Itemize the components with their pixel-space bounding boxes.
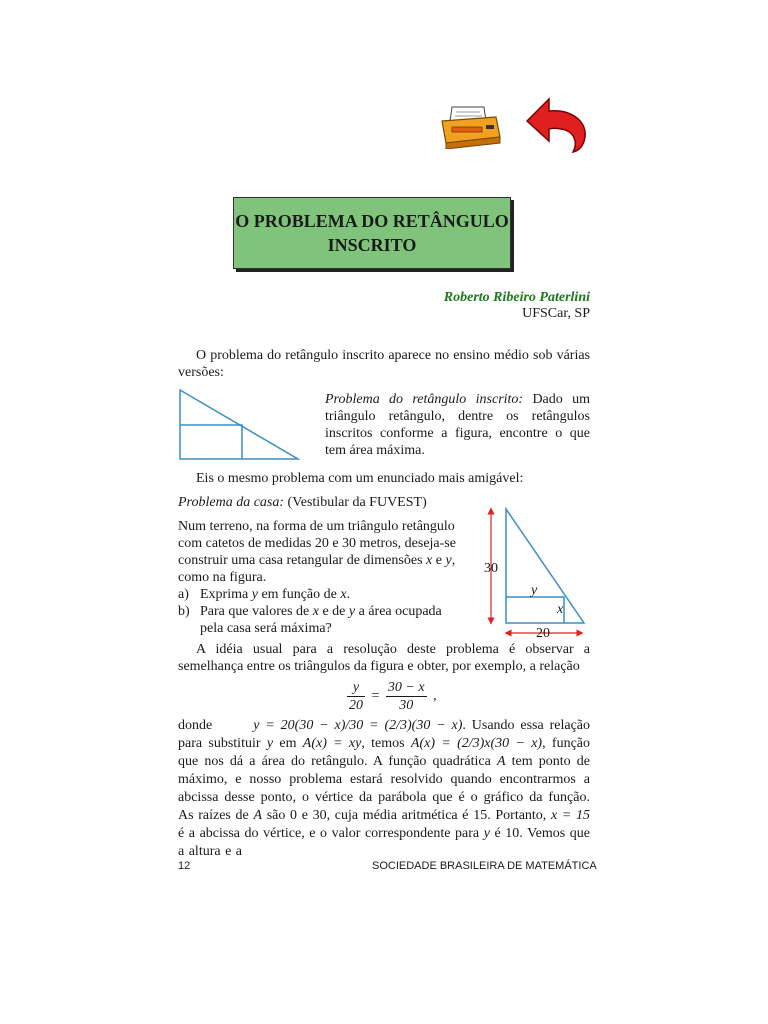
body-var-y-1: y (266, 736, 274, 751)
question-b-post: a área ocupada pela casa será máxima? (200, 604, 442, 636)
question-a-label: a) (178, 587, 189, 602)
question-a-var-y: y (251, 587, 258, 602)
body-temos: , temos (361, 736, 405, 751)
question-a-var-x: x (340, 587, 347, 602)
body-t1: . Usando essa relação para substituir (178, 718, 590, 751)
body-var-y-2: y (483, 826, 490, 841)
body-eq4: x = 15 (551, 808, 591, 823)
figure-house-label-x: x (557, 602, 564, 617)
figure-house-label-y: y (531, 583, 538, 598)
question-a (178, 586, 462, 603)
problem2-label: Problema da casa: (178, 495, 285, 510)
house-var-x: x (426, 553, 433, 568)
equation-lhs (347, 679, 365, 714)
question-b-label: b) (178, 604, 190, 619)
body-donde: donde (178, 718, 213, 733)
body-t6: é 10. Vemos que a altura e a (178, 826, 591, 859)
house-e: e (435, 553, 442, 568)
equation-equals: = (371, 688, 380, 704)
body-t5: é a abcissa do vértice, e o valor correspondente para (178, 826, 480, 841)
question-a-pre: Exprima (200, 587, 252, 602)
author-affiliation: UFSCar, SP (522, 306, 590, 321)
problem1-label: Problema do retângulo inscrito: (325, 392, 524, 407)
figure-house-label-30: 30 (484, 561, 498, 576)
equation-lhs-num: y (347, 679, 365, 697)
equation-comma: , (433, 688, 437, 704)
house-text: Num terreno, na forma de um triângulo retângulo com catetos de medidas 20 e 30 metros, deseja-se construir uma casa retangular de dimensões (178, 519, 456, 568)
equation-rhs-num: 30 − x (387, 680, 425, 695)
question-b-pre: Para que valores de (200, 604, 313, 619)
question-b-var-x: x (312, 604, 319, 619)
question-b-var-y: y (348, 604, 356, 619)
body-eq3: A(x) = (2/3)x(30 − x) (410, 736, 543, 751)
footer-page-number: 12 (178, 860, 191, 872)
back-arrow-icon[interactable] (523, 97, 589, 153)
title-line-2: INSCRITO (327, 235, 417, 255)
friendly-paragraph: Eis o mesmo problema com um enunciado mais amigável: (196, 471, 524, 486)
author-block (444, 290, 590, 322)
house-tail: , como na figura. (178, 553, 456, 585)
problem2-source: (Vestibular da FUVEST) (284, 495, 427, 510)
printer-icon[interactable] (438, 103, 502, 149)
equation-ratio (344, 679, 464, 714)
house-var-y: y (445, 553, 452, 568)
figure-house-label-20: 20 (536, 626, 550, 641)
equation-lhs-den: 20 (349, 698, 363, 713)
house-paragraph (178, 518, 462, 637)
question-list (178, 586, 462, 637)
equation-rhs-den: 30 (399, 698, 414, 713)
body-paragraph (178, 717, 590, 861)
body-em: em (279, 736, 297, 751)
body-eq2: A(x) = xy (302, 736, 362, 751)
footer-society: SOCIEDADE BRASILEIRA DE MATEMÁTICA (372, 860, 597, 872)
author-name: Roberto Ribeiro Paterlini (443, 290, 590, 305)
body-var-A-2: A (253, 808, 263, 823)
title-box (233, 197, 511, 269)
body-var-A-1: A (496, 754, 506, 769)
question-a-post: . (346, 587, 351, 602)
question-a-mid: em função de (257, 587, 341, 602)
question-b (178, 603, 462, 637)
body-eq1: y = 20(30 − x)/30 = (2/3)(30 − x) (253, 718, 463, 733)
problem1-text: Dado um triângulo retângulo, dentre os retângulos inscritos conforme a figura, encontre o que tem área máxima. (325, 392, 590, 458)
body-t2: , função que nos dá a área do retângulo. A função quadrática (178, 736, 591, 769)
equation-rhs (386, 679, 427, 714)
body-t4: são 0 e 30, cuja média aritmética é 15. Portanto, (266, 808, 547, 823)
resolution-paragraph: A idéia usual para a resolução deste problema é observar a semelhança entre os triângulos da figura e obter, por exemplo, a relação (178, 642, 590, 674)
body-t3: tem ponto de máximo, e nosso problema estará resolvido quando encontrarmos a abcissa desse ponto, o vértice da parábola que é o gráfico da função. As raízes de (178, 754, 591, 823)
figure-inscribed-rectangle (178, 388, 302, 467)
problem2-heading (178, 494, 478, 511)
intro-paragraph: O problema do retângulo inscrito aparece no ensino médio sob várias versões: (178, 348, 590, 380)
problem1-paragraph (325, 391, 590, 459)
title-line-1: O PROBLEMA DO RETÂNGULO (235, 211, 509, 231)
question-b-mid: e de (318, 604, 349, 619)
